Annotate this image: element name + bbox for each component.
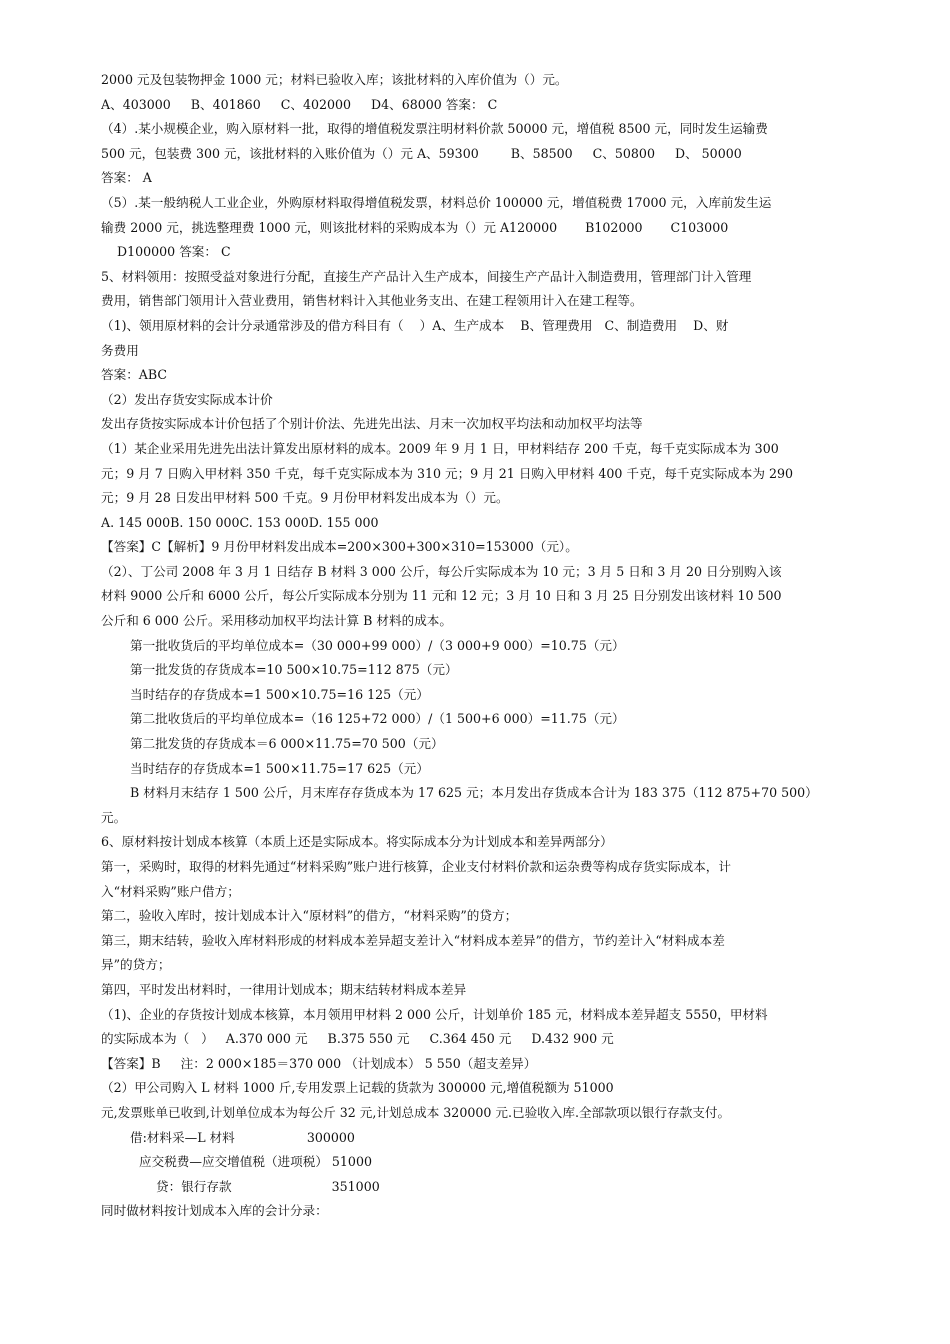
text-line: （1)、企业的存货按计划成本核算，本月领用甲材料 2 000 公斤，计划单价 185 元，材料成本差异超支 5550，甲材料 [101,1006,768,1022]
text-line: 费用，销售部门领用计入营业费用，销售材料计入其他业务支出、在建工程领用计入在建工程等。 [101,293,643,309]
text-line: B 材料月末结存 1 500 公斤，月末库存存货成本为 17 625 元；本月发出存货成本合计为 183 375（112 875+70 500） [130,785,818,801]
text-line: （2）甲公司购入 L 材料 1000 斤,专用发票上记载的货款为 300000 元,增值税额为 51000 [101,1080,614,1096]
text-line: 【答案】B 注：2 000×185＝370 000 （计划成本） 5 550（超支差异） [101,1055,537,1071]
text-line: 第三，期末结转，验收入库材料形成的材料成本差异超支差计入“材料成本差异”的借方，节约差计入“材料成本差 [101,932,725,948]
text-line: 元。 [101,809,127,825]
text-line: 输费 2000 元，挑选整理费 1000 元，则该批材料的采购成本为（）元 A120000 B102000 C103000 [101,219,729,235]
text-line: 材料 9000 公斤和 6000 公斤，每公斤实际成本分别为 11 元和 12 元；3 月 10 日和 3 月 25 日分别发出该材料 10 500 [101,588,782,604]
text-line: 的实际成本为（ ） A.370 000 元 B.375 550 元 C.364 450 元 D.432 900 元 [101,1031,614,1047]
text-line: 务费用 [101,342,139,358]
text-line: （4）.某小规模企业，购入原材料一批，取得的增值税发票注明材料价款 50000 元，增值税 8500 元，同时发生运输费 [101,121,768,137]
journal-entry-debit: 应交税费—应交增值税（进项税） 51000 [139,1154,372,1170]
text-line: 第四，平时发出材料时，一律用计划成本；期末结转材料成本差异 [101,981,467,997]
text-line: 第一，采购时，取得的材料先通过“材料采购”账户进行核算，企业支付材料价款和运杂费等构成存货实际成本，计 [101,859,731,874]
text-line: 【答案】C【解析】9 月份甲材料发出成本=200×300+300×310=153000（元）。 [101,539,578,555]
text-line: 第二批收货后的平均单位成本=（16 125+72 000）/（1 500+6 000）=11.75（元） [130,711,625,727]
text-line: 同时做材料按计划成本入库的会计分录： [101,1203,328,1219]
text-line: （1)、领用原材料的会计分录通常涉及的借方科目有（ ）A、生产成本 B、管理费用 C、制造费用 D、财 [101,317,729,333]
text-line: 5、材料领用：按照受益对象进行分配，直接生产产品计入生产成本，间接生产产品计入制造费用，管理部门计入管理 [101,268,752,284]
text-line: 第二，验收入库时，按计划成本计入“原材料”的借方，“材料采购”的贷方； [101,908,518,924]
text-line: 元；9 月 28 日发出甲材料 500 千克。9 月份甲材料发出成本为（）元。 [101,490,509,506]
text-line: （2）发出存货安实际成本计价 [101,391,273,407]
journal-entry-debit: 借:材料采—L 材料 300000 [130,1129,355,1145]
text-line: （5）.某一般纳税人工业企业，外购原材料取得增值税发票，材料总价 100000 元，增值税费 17000 元，入库前发生运 [101,194,772,210]
text-line: 第一批发货的存货成本=10 500×10.75=112 875（元） [130,662,458,678]
journal-entry-credit: 贷：银行存款 351000 [156,1178,380,1194]
text-line: 答案：ABC [101,367,168,383]
text-line: 当时结存的存货成本=1 500×10.75=16 125（元） [130,686,429,702]
text-line: 500 元，包装费 300 元，该批材料的入账价值为（）元 A、59300 B、58500 C、50800 D、 50000 [101,145,742,161]
text-line: 公斤和 6 000 公斤。采用移动加权平均法计算 B 材料的成本。 [101,613,452,629]
text-line: A、403000 B、401860 C、402000 D4、68000 答案： C [101,96,498,112]
text-line: 2000 元及包装物押金 1000 元；材料已验收入库；该批材料的入库价值为（）元。 [101,72,568,87]
text-line: D100000 答案： C [101,244,231,260]
text-line: 第二批发货的存货成本＝6 000×11.75=70 500（元） [130,736,444,752]
text-line: 第一批收货后的平均单位成本=（30 000+99 000）/（3 000+9 000）=10.75（元） [130,637,625,653]
text-line: 元,发票账单已收到,计划单位成本为每公斤 32 元,计划总成本 320000 元.已验收入库.全部款项以银行存款支付。 [101,1104,731,1120]
text-line: 当时结存的存货成本=1 500×11.75=17 625（元） [130,760,429,776]
text-line: 元；9 月 7 日购入甲材料 350 千克，每千克实际成本为 310 元；9 月 21 日购入甲材料 400 千克，每千克实际成本为 290 [101,465,794,481]
text-line: 入“材料采购”账户借方； [101,883,240,899]
text-line: 异”的贷方； [101,957,171,973]
text-line: 答案： A [101,170,152,186]
text-line: （1）某企业采用先进先出法计算发出原材料的成本。2009 年 9 月 1 日，甲材料结存 200 千克，每千克实际成本为 300 [101,440,779,456]
text-line: 发出存货按实际成本计价包括了个别计价法、先进先出法、月末一次加权平均法和动加权平均法等 [101,416,643,432]
text-line: A. 145 000B. 150 000C. 153 000D. 155 000 [101,514,379,530]
text-line: 6、原材料按计划成本核算（本质上还是实际成本。将实际成本分为计划成本和差异两部分） [101,834,613,850]
text-line: （2）、丁公司 2008 年 3 月 1 日结存 B 材料 3 000 公斤，每公斤实际成本为 10 元；3 月 5 日和 3 月 20 日分别购入该 [101,563,782,579]
